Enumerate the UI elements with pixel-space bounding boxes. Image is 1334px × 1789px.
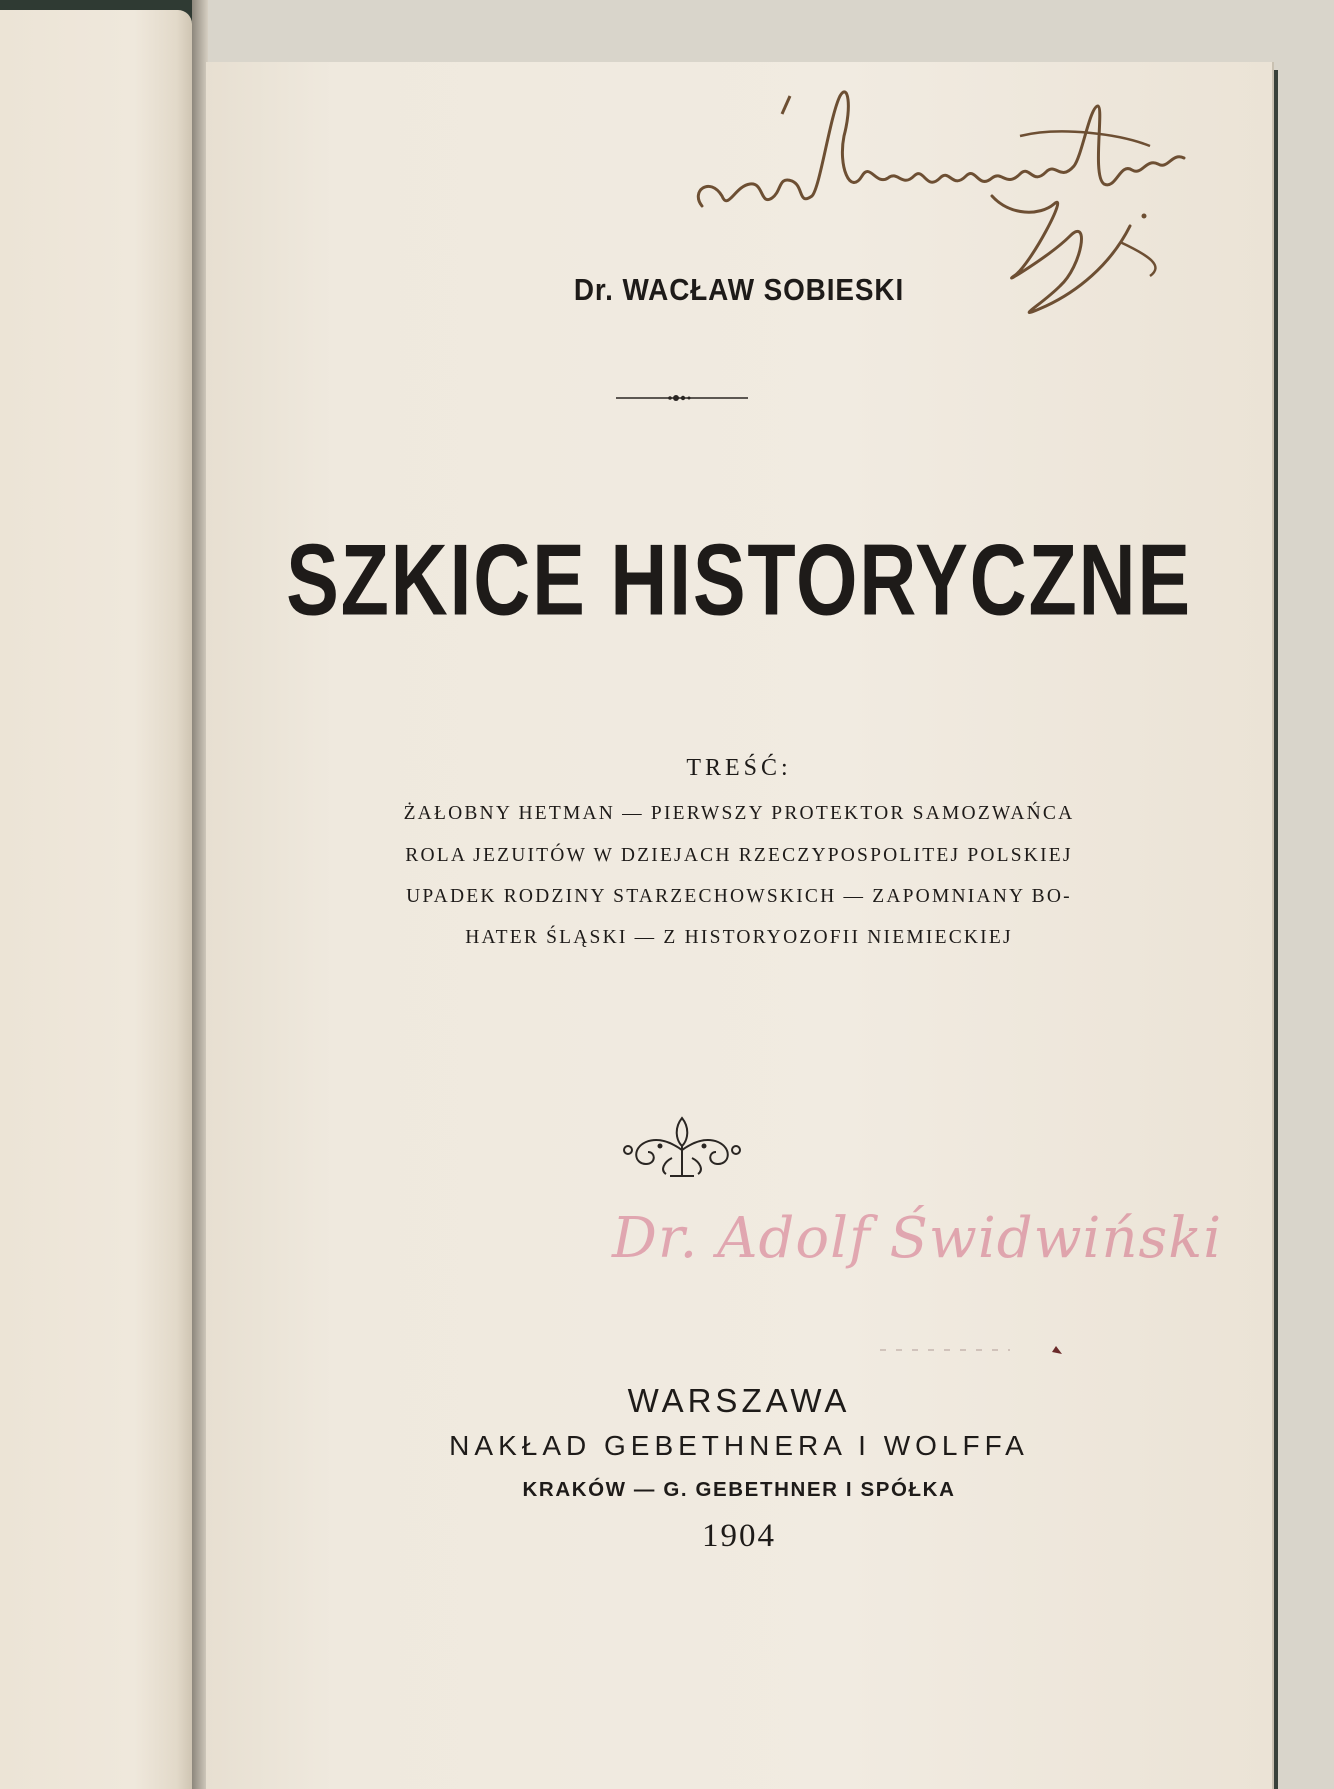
- contents-line: UPADEK RODZINY STARZECHOWSKICH — ZAPOMNIANY BO-: [406, 886, 1072, 907]
- owner-stamp: Dr. Adolf Świdwiński: [612, 1206, 1223, 1271]
- fleuron-ornament: [620, 1110, 744, 1180]
- book-title: SZKICE HISTORYCZNE: [286, 524, 1192, 637]
- publisher-name: NAKŁAD GEBETHNERA I WOLFFA: [449, 1430, 1029, 1461]
- left-page: [0, 10, 192, 1789]
- contents-line: ROLA JEZUITÓW W DZIEJACH RZECZYPOSPOLITEJ POLSKIEJ: [405, 845, 1073, 866]
- contents-line: ŻAŁOBNY HETMAN — PIERWSZY PROTEKTOR SAMOZWAŃCA: [403, 803, 1075, 824]
- contents-heading: TREŚĆ:: [686, 755, 792, 781]
- contents-line: HATER ŚLĄSKI — Z HISTORYOZOFII NIEMIECKIEJ: [465, 927, 1013, 948]
- publication-year: 1904: [702, 1518, 776, 1554]
- publication-place: WARSZAWA: [627, 1382, 851, 1419]
- stamp-residue: [870, 1344, 1070, 1356]
- divider-ornament: [616, 393, 748, 403]
- publisher-branch: KRAKÓW — G. GEBETHNER I SPÓŁKA: [522, 1478, 956, 1501]
- author-name: Dr. WACŁAW SOBIESKI: [573, 272, 905, 307]
